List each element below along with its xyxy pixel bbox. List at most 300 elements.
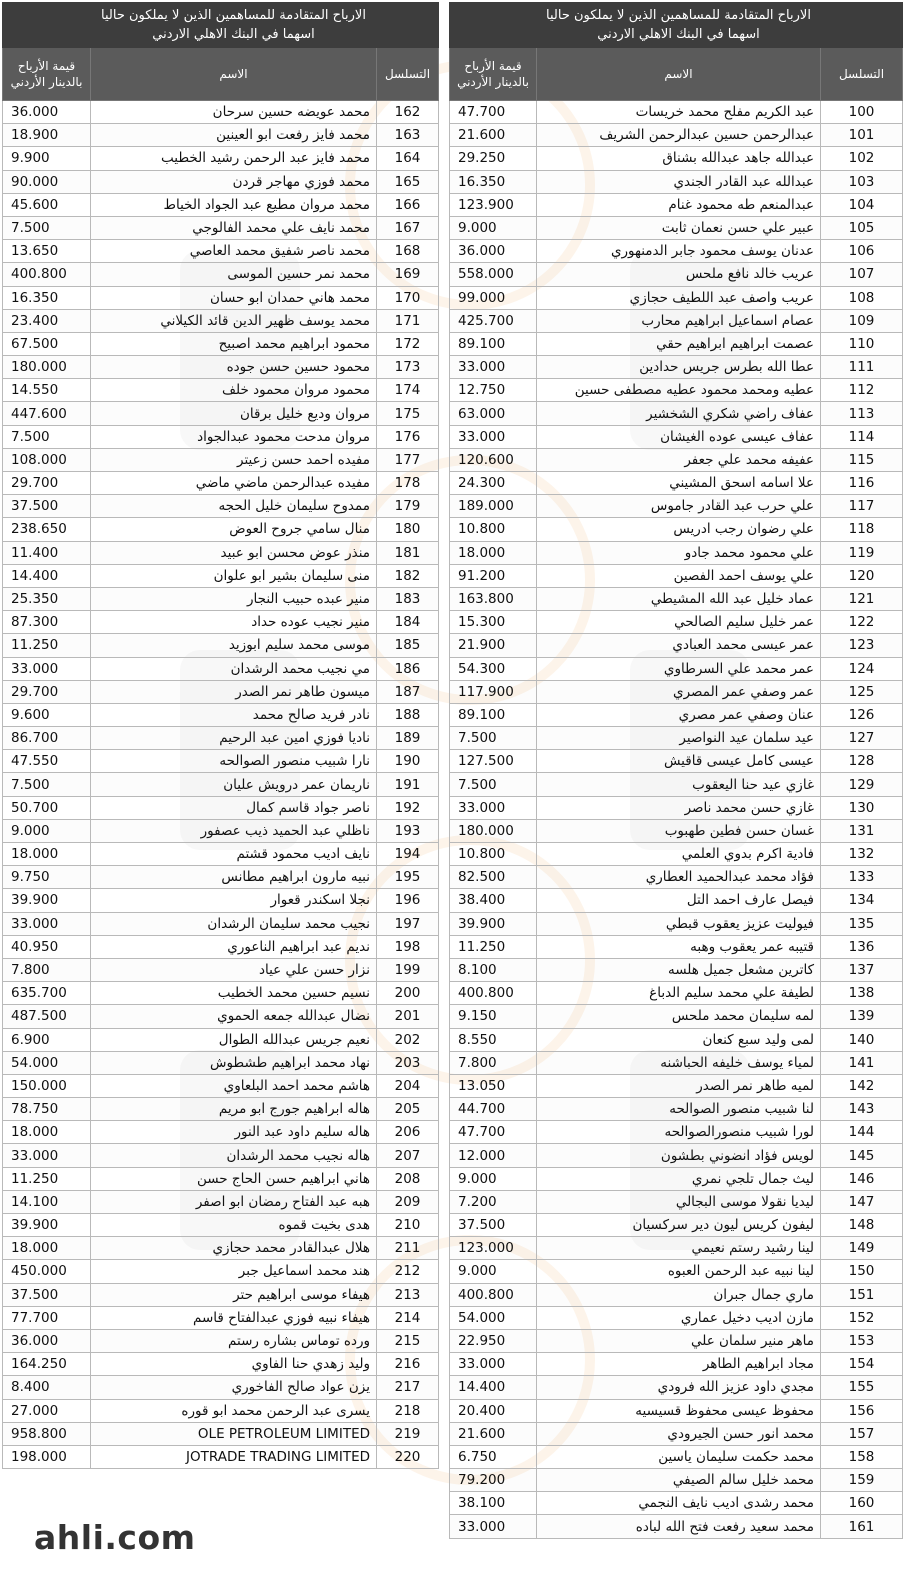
serial-cell: 177: [377, 448, 439, 471]
name-cell: نادر فريد صالح محمد: [91, 703, 377, 726]
table-left-title-spacer-2: [3, 3, 91, 48]
name-cell: عصام اسماعيل ابراهيم محارب: [537, 309, 821, 332]
name-cell: عفيفه محمد علي جعفر: [537, 448, 821, 471]
name-cell: منال سامي جروح العوض: [91, 518, 377, 541]
serial-cell: 161: [821, 1515, 903, 1538]
serial-cell: 142: [821, 1074, 903, 1097]
value-cell: 14.400: [3, 564, 91, 587]
serial-cell: 220: [377, 1445, 439, 1468]
serial-cell: 166: [377, 193, 439, 216]
value-cell: 39.900: [450, 912, 537, 935]
name-cell: هاله نجيب محمد الرشدان: [91, 1144, 377, 1167]
table-row: [450, 796, 903, 819]
serial-cell: 215: [377, 1329, 439, 1352]
value-cell: 21.900: [450, 634, 537, 657]
table-row: [3, 101, 439, 124]
name-cell: عطا الله بطرس جريس حدادين: [537, 356, 821, 379]
serial-cell: 150: [821, 1260, 903, 1283]
serial-cell: 110: [821, 332, 903, 355]
serial-cell: 146: [821, 1167, 903, 1190]
value-cell: 120.600: [450, 448, 537, 471]
table-row: [3, 703, 439, 726]
serial-cell: 102: [821, 147, 903, 170]
serial-cell: 167: [377, 216, 439, 239]
name-cell: هبه عبد الفتاح رمضان ابو اصفر: [91, 1190, 377, 1213]
value-cell: 33.000: [450, 796, 537, 819]
value-cell: 487.500: [3, 1005, 91, 1028]
table-row: [3, 1098, 439, 1121]
value-cell: 79.200: [450, 1469, 537, 1492]
table-row: [450, 564, 903, 587]
table-row: [3, 472, 439, 495]
value-cell: 29.250: [450, 147, 537, 170]
table-row: [3, 193, 439, 216]
name-cell: لطيفة علي محمد سليم الدباغ: [537, 982, 821, 1005]
serial-cell: 192: [377, 796, 439, 819]
table-row: [3, 982, 439, 1005]
serial-cell: 168: [377, 240, 439, 263]
name-cell: عنان وصفي عمر مصري: [537, 703, 821, 726]
serial-cell: 184: [377, 611, 439, 634]
serial-cell: 193: [377, 819, 439, 842]
value-cell: 7.500: [3, 773, 91, 796]
value-cell: 25.350: [3, 587, 91, 610]
name-cell: لينا رشيد رستم نعيمي: [537, 1237, 821, 1260]
table-row: [3, 889, 439, 912]
name-cell: عطيه ومحمد محمود عطيه مصطفى حسين: [537, 379, 821, 402]
name-cell: هاله سليم داود عبد النور: [91, 1121, 377, 1144]
serial-cell: 108: [821, 286, 903, 309]
serial-cell: 210: [377, 1214, 439, 1237]
name-cell: عمر خليل سليم الصالحي: [537, 611, 821, 634]
table-row: [3, 1283, 439, 1306]
name-cell: هند محمد اسماعيل جبر: [91, 1260, 377, 1283]
serial-cell: 125: [821, 680, 903, 703]
column-header-name: الاسم: [537, 48, 821, 101]
serial-cell: 155: [821, 1376, 903, 1399]
name-cell: نارا شبيب منصور الصوالحه: [91, 750, 377, 773]
serial-cell: 157: [821, 1422, 903, 1445]
table-row: [450, 193, 903, 216]
serial-cell: 107: [821, 263, 903, 286]
value-cell: 123.000: [450, 1237, 537, 1260]
serial-cell: 134: [821, 889, 903, 912]
name-cell: لمه سليمان محمد ملحس: [537, 1005, 821, 1028]
name-cell: محمد ناصر شفيق محمد العاصي: [91, 240, 377, 263]
table-row: [450, 935, 903, 958]
table-row: [3, 1144, 439, 1167]
value-cell: 18.900: [3, 124, 91, 147]
serial-cell: 153: [821, 1329, 903, 1352]
value-cell: 238.650: [3, 518, 91, 541]
serial-cell: 109: [821, 309, 903, 332]
table-row: [3, 1074, 439, 1097]
name-cell: عفاف راضي شكري الشخشير: [537, 402, 821, 425]
value-cell: 13.650: [3, 240, 91, 263]
value-cell: 123.900: [450, 193, 537, 216]
serial-cell: 159: [821, 1469, 903, 1492]
name-cell: نجيب محمد سليمان الرشدان: [91, 912, 377, 935]
table-row: [3, 935, 439, 958]
column-header-value: قيمة الأرباح بالدينار الأردني: [450, 48, 537, 101]
table-row: [3, 680, 439, 703]
name-cell: كاترين مشعل جميل هلسه: [537, 958, 821, 981]
column-header-name: الاسم: [91, 48, 377, 101]
serial-cell: 141: [821, 1051, 903, 1074]
name-cell: عبدالرحمن حسين عبدالرحمن الشريف: [537, 124, 821, 147]
table-row: [3, 170, 439, 193]
serial-cell: 172: [377, 332, 439, 355]
table-row: [3, 402, 439, 425]
table-row: [450, 843, 903, 866]
table-row: [450, 402, 903, 425]
table-row: [450, 1028, 903, 1051]
serial-cell: 160: [821, 1492, 903, 1515]
name-cell: لنا شبيب منصور الصوالحه: [537, 1098, 821, 1121]
table-row: [450, 1190, 903, 1213]
serial-cell: 138: [821, 982, 903, 1005]
name-cell: محمد فوزي مهاجر قردن: [91, 170, 377, 193]
table-row: [450, 170, 903, 193]
value-cell: 127.500: [450, 750, 537, 773]
value-cell: 36.000: [450, 240, 537, 263]
name-cell: ليث جمال تلجي نمري: [537, 1167, 821, 1190]
table-row: [450, 448, 903, 471]
name-cell: لميه طاهر نمر الصدر: [537, 1074, 821, 1097]
table-row: [450, 1469, 903, 1492]
table-left: [2, 2, 439, 1469]
name-cell: عبدالله عبد القادر الجندي: [537, 170, 821, 193]
value-cell: 18.000: [3, 843, 91, 866]
value-cell: 33.000: [3, 912, 91, 935]
table-row: [3, 773, 439, 796]
value-cell: 400.800: [450, 982, 537, 1005]
value-cell: 11.250: [3, 1167, 91, 1190]
table-left-title-row: [3, 3, 439, 48]
table-row: [3, 1051, 439, 1074]
value-cell: 45.600: [3, 193, 91, 216]
table-right: [449, 2, 903, 1539]
table-row: [450, 472, 903, 495]
table-row: [3, 1329, 439, 1352]
serial-cell: 174: [377, 379, 439, 402]
name-cell: لينا نبيه عبد الرحمن العبوه: [537, 1260, 821, 1283]
value-cell: 189.000: [450, 495, 537, 518]
table-row: [3, 1190, 439, 1213]
name-cell: هاله ابراهيم جورج ابو مريم: [91, 1098, 377, 1121]
value-cell: 37.500: [450, 1214, 537, 1237]
serial-cell: 163: [377, 124, 439, 147]
value-cell: 36.000: [3, 1329, 91, 1352]
table-row: [3, 263, 439, 286]
serial-cell: 106: [821, 240, 903, 263]
value-cell: 8.550: [450, 1028, 537, 1051]
serial-cell: 164: [377, 147, 439, 170]
serial-cell: 140: [821, 1028, 903, 1051]
name-cell: محمد عويضه حسين سرحان: [91, 101, 377, 124]
value-cell: 33.000: [450, 1353, 537, 1376]
value-cell: 9.000: [450, 216, 537, 239]
name-cell: هيفاء موسى ابراهيم حتر: [91, 1283, 377, 1306]
value-cell: 958.800: [3, 1422, 91, 1445]
name-cell: عمر وصفي عمر المصري: [537, 680, 821, 703]
table-row: [3, 611, 439, 634]
serial-cell: 154: [821, 1353, 903, 1376]
table-row: [3, 1005, 439, 1028]
name-cell: عيسى كامل عيسى قاقيش: [537, 750, 821, 773]
value-cell: 635.700: [3, 982, 91, 1005]
serial-cell: 199: [377, 958, 439, 981]
serial-cell: 203: [377, 1051, 439, 1074]
table-row: [3, 309, 439, 332]
name-cell: مروان مدحت محمود عبدالجواد: [91, 425, 377, 448]
serial-cell: 176: [377, 425, 439, 448]
serial-cell: 133: [821, 866, 903, 889]
table-row: [450, 240, 903, 263]
table-row: [450, 425, 903, 448]
serial-cell: 136: [821, 935, 903, 958]
table-row: [3, 332, 439, 355]
name-cell: محمد نمر حسين الموسى: [91, 263, 377, 286]
value-cell: 7.500: [3, 216, 91, 239]
table-row: [450, 1515, 903, 1538]
table-right-title-spacer-2: [450, 3, 537, 48]
table-row: [450, 1074, 903, 1097]
value-cell: 24.300: [450, 472, 537, 495]
table-right-body: [450, 101, 903, 1539]
name-cell: نايف اديب محمود قشتم: [91, 843, 377, 866]
serial-cell: 195: [377, 866, 439, 889]
serial-cell: 170: [377, 286, 439, 309]
table-row: [3, 1237, 439, 1260]
table-row: [450, 611, 903, 634]
value-cell: 33.000: [450, 425, 537, 448]
table-row: [450, 773, 903, 796]
table-row: [450, 286, 903, 309]
value-cell: 86.700: [3, 727, 91, 750]
name-cell: ماري جمال جبران: [537, 1283, 821, 1306]
value-cell: 8.400: [3, 1376, 91, 1399]
name-cell: عمر عيسى محمد العبادي: [537, 634, 821, 657]
serial-cell: 171: [377, 309, 439, 332]
value-cell: 12.000: [450, 1144, 537, 1167]
name-cell: علي محمود محمد جادو: [537, 541, 821, 564]
value-cell: 27.000: [3, 1399, 91, 1422]
serial-cell: 191: [377, 773, 439, 796]
name-cell: نزار حسن علي عياد: [91, 958, 377, 981]
value-cell: 36.000: [3, 101, 91, 124]
value-cell: 21.600: [450, 1422, 537, 1445]
name-cell: فيصل عارف احمد التل: [537, 889, 821, 912]
serial-cell: 151: [821, 1283, 903, 1306]
serial-cell: 135: [821, 912, 903, 935]
column-header-serial: التسلسل: [377, 48, 439, 101]
name-cell: مجاد ابراهيم الطاهر: [537, 1353, 821, 1376]
table-row: [450, 1167, 903, 1190]
table-row: [450, 147, 903, 170]
table-row: [3, 286, 439, 309]
table-row: [450, 356, 903, 379]
serial-cell: 101: [821, 124, 903, 147]
serial-cell: 129: [821, 773, 903, 796]
value-cell: 39.900: [3, 1214, 91, 1237]
value-cell: 400.800: [3, 263, 91, 286]
name-cell: عبدالله جاهد عبدالله بشناق: [537, 147, 821, 170]
name-cell: ممدوح سليمان خليل الحجه: [91, 495, 377, 518]
name-cell: مروان وديع خليل برقان: [91, 402, 377, 425]
serial-cell: 120: [821, 564, 903, 587]
table-right-title-spacer: [821, 3, 903, 48]
name-cell: لمى وليد سبع كنعان: [537, 1028, 821, 1051]
serial-cell: 128: [821, 750, 903, 773]
name-cell: مفيده احمد حسن زعيتر: [91, 448, 377, 471]
name-cell: هلال عبدالقادر محمد حجازي: [91, 1237, 377, 1260]
table-row: [3, 587, 439, 610]
value-cell: 39.900: [3, 889, 91, 912]
table-row: [3, 1306, 439, 1329]
name-cell: عبدالمنعم طه محمود غنام: [537, 193, 821, 216]
value-cell: 400.800: [450, 1283, 537, 1306]
name-cell: مي نجيب محمد الرشدان: [91, 657, 377, 680]
serial-cell: 127: [821, 727, 903, 750]
value-cell: 91.200: [450, 564, 537, 587]
name-cell: غازي حسن محمد ناصر: [537, 796, 821, 819]
serial-cell: 212: [377, 1260, 439, 1283]
value-cell: 54.000: [3, 1051, 91, 1074]
table-row: [3, 1260, 439, 1283]
name-cell: لويس فؤاد انضوني بطشون: [537, 1144, 821, 1167]
table-row: [450, 495, 903, 518]
serial-cell: 145: [821, 1144, 903, 1167]
name-cell: لمياء يوسف خليفه الحباشنه: [537, 1051, 821, 1074]
table-row: [3, 564, 439, 587]
serial-cell: 100: [821, 101, 903, 124]
table-row: [450, 819, 903, 842]
value-cell: 7.500: [3, 425, 91, 448]
name-cell: هاشم محمد احمد البلعاوي: [91, 1074, 377, 1097]
name-cell: محفوظ عيسى محفوظ قسيسيه: [537, 1399, 821, 1422]
table-row: [450, 1051, 903, 1074]
value-cell: 9.900: [3, 147, 91, 170]
serial-cell: 207: [377, 1144, 439, 1167]
table-row: [450, 1492, 903, 1515]
name-cell: محمد مروان مطيع عبد الجواد الخياط: [91, 193, 377, 216]
serial-cell: 217: [377, 1376, 439, 1399]
table-row: [450, 332, 903, 355]
table-row: [450, 703, 903, 726]
value-cell: 54.000: [450, 1306, 537, 1329]
value-cell: 18.000: [3, 1121, 91, 1144]
value-cell: 9.000: [3, 819, 91, 842]
table-row: [450, 727, 903, 750]
table-left-column-headers: [3, 48, 439, 101]
name-cell: مازن اديب دخيل عماري: [537, 1306, 821, 1329]
serial-cell: 118: [821, 518, 903, 541]
serial-cell: 209: [377, 1190, 439, 1213]
table-row: [450, 1098, 903, 1121]
name-cell: منير عبده حبيب النجار: [91, 587, 377, 610]
value-cell: 99.000: [450, 286, 537, 309]
serial-cell: 111: [821, 356, 903, 379]
serial-cell: 131: [821, 819, 903, 842]
serial-cell: 162: [377, 101, 439, 124]
table-row: [450, 1144, 903, 1167]
serial-cell: 218: [377, 1399, 439, 1422]
name-cell: ماهر منير سلمان علي: [537, 1329, 821, 1352]
value-cell: 47.700: [450, 1121, 537, 1144]
name-cell: علي حرب عبد القادر جاموس: [537, 495, 821, 518]
serial-cell: 116: [821, 472, 903, 495]
value-cell: 38.400: [450, 889, 537, 912]
name-cell: محمد هاني حمدان ابو حسان: [91, 286, 377, 309]
value-cell: 150.000: [3, 1074, 91, 1097]
serial-cell: 113: [821, 402, 903, 425]
name-cell: غسان حسن فطين طهبوب: [537, 819, 821, 842]
table-row: [3, 216, 439, 239]
name-cell: يسرى عبد الرحمن محمد ابو قوره: [91, 1399, 377, 1422]
serial-cell: 117: [821, 495, 903, 518]
value-cell: 77.700: [3, 1306, 91, 1329]
value-cell: 164.250: [3, 1353, 91, 1376]
name-cell: نضال عبدالله جمعه الحموي: [91, 1005, 377, 1028]
serial-cell: 112: [821, 379, 903, 402]
name-cell: علي رضوان رجب ادريس: [537, 518, 821, 541]
name-cell: عريب واصف عبد اللطيف حجازي: [537, 286, 821, 309]
name-cell: محمود ابراهيم محمد اصبيح: [91, 332, 377, 355]
name-cell: محمد يوسف ظهير الدين قائد الكيلاني: [91, 309, 377, 332]
value-cell: 33.000: [3, 657, 91, 680]
table-left-title: الارباح المتقادمة للمساهمين الذين لا يملكون حاليا اسهما في البنك الاهلي الاردني: [91, 3, 377, 48]
value-cell: 50.700: [3, 796, 91, 819]
serial-cell: 105: [821, 216, 903, 239]
name-cell: عبير علي حسن نعمان ثابت: [537, 216, 821, 239]
name-cell: نعيم جريس عبدالله الطوال: [91, 1028, 377, 1051]
name-cell: عفاف عيسى عوده الغيشان: [537, 425, 821, 448]
name-cell: JOTRADE TRADING LIMITED: [91, 1445, 377, 1468]
table-row: [3, 448, 439, 471]
table-row: [450, 889, 903, 912]
table-row: [3, 1353, 439, 1376]
name-cell: موسى محمد سليم ابوزيد: [91, 634, 377, 657]
name-cell: عدنان يوسف محمود جابر الدمنهوري: [537, 240, 821, 263]
value-cell: 9.750: [3, 866, 91, 889]
name-cell: مفيده عبدالرحمن ماضي ماضي: [91, 472, 377, 495]
value-cell: 89.100: [450, 703, 537, 726]
table-row: [3, 1376, 439, 1399]
name-cell: نديم عبد ابراهيم الناعوري: [91, 935, 377, 958]
value-cell: 7.800: [3, 958, 91, 981]
serial-cell: 121: [821, 587, 903, 610]
name-cell: نبيه مارون ابراهيم مطانس: [91, 866, 377, 889]
value-cell: 6.750: [450, 1445, 537, 1468]
serial-cell: 180: [377, 518, 439, 541]
serial-cell: 158: [821, 1445, 903, 1468]
value-cell: 78.750: [3, 1098, 91, 1121]
serial-cell: 132: [821, 843, 903, 866]
serial-cell: 178: [377, 472, 439, 495]
value-cell: 12.750: [450, 379, 537, 402]
serial-cell: 148: [821, 1214, 903, 1237]
table-row: [450, 657, 903, 680]
name-cell: محمد فايز رفعت ابو العينين: [91, 124, 377, 147]
serial-cell: 179: [377, 495, 439, 518]
value-cell: 10.800: [450, 518, 537, 541]
name-cell: ناريمان عمر درويش عليان: [91, 773, 377, 796]
name-cell: منذر عوض محسن ابو عبيد: [91, 541, 377, 564]
value-cell: 18.000: [450, 541, 537, 564]
serial-cell: 205: [377, 1098, 439, 1121]
value-cell: 180.000: [3, 356, 91, 379]
